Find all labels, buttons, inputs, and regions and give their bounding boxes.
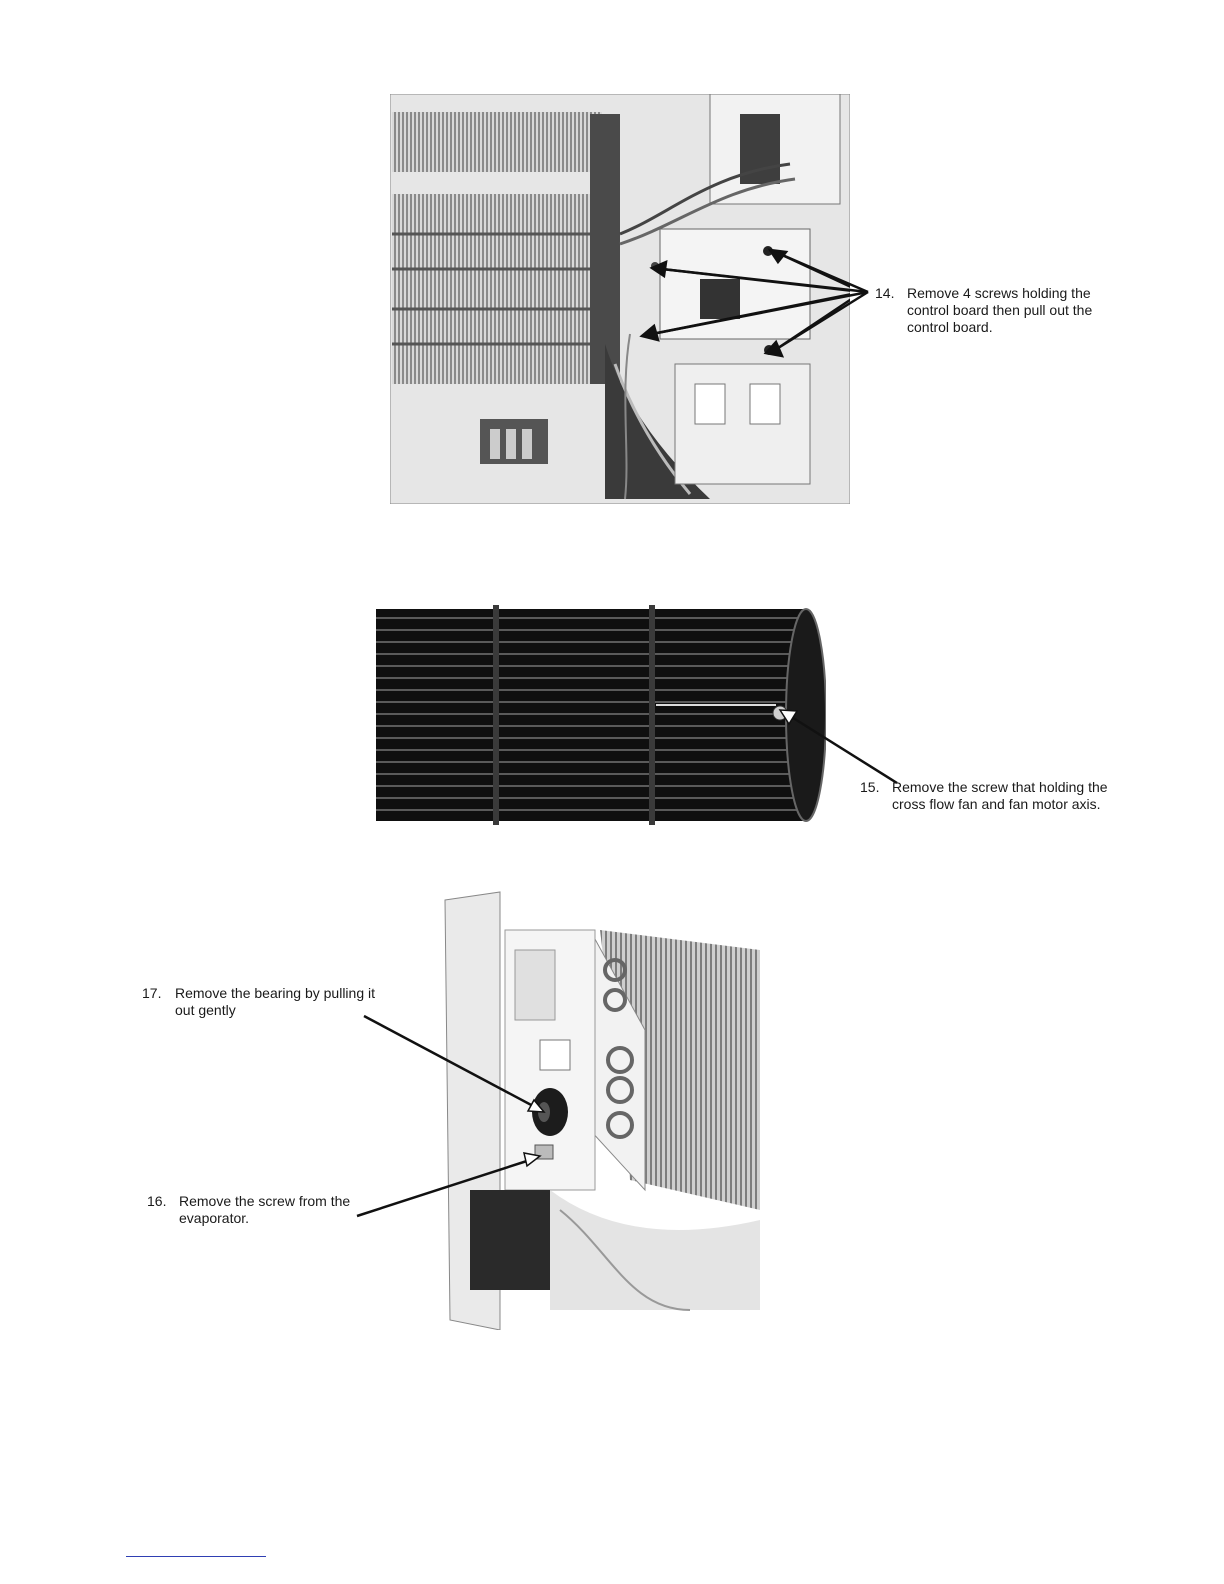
step-text: Remove the screw that holding the cross flow fan and fan motor axis.: [892, 779, 1108, 812]
footer-link-underline[interactable]: [126, 1556, 266, 1557]
step-text: Remove the screw from the evaporator.: [179, 1193, 351, 1226]
step-number: 17.: [142, 985, 162, 1001]
step-number: 16.: [147, 1193, 167, 1209]
step-text: Remove the bearing by pulling it out gently: [175, 985, 376, 1018]
step-text: Remove 4 screws holding the control board then pull out the control board.: [907, 285, 1093, 335]
step-number: 14.: [875, 285, 895, 301]
step-number: 15.: [860, 779, 880, 795]
